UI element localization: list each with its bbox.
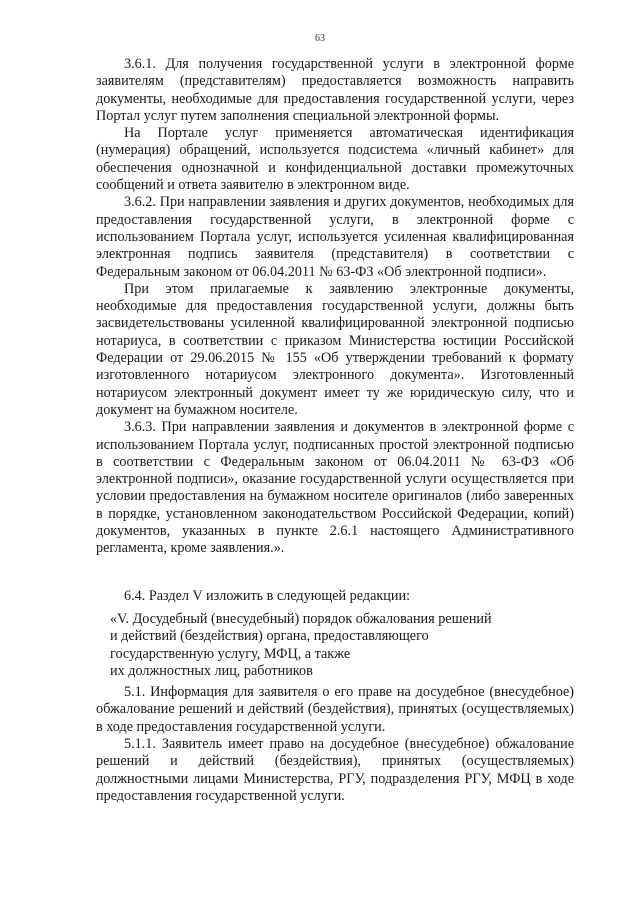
amendment-intro: 6.4. Раздел V изложить в следующей редакции:: [124, 587, 411, 604]
paragraph-5-1: 5.1. Информация для заявителя о его праве на досудебное (внесудебное) обжалование решений и действий (бездействия), принятых (осуществляемых) в ходе предоставления государственной услуги.: [96, 684, 574, 735]
heading-line: и действий (бездействия) органа, предоставляющего: [110, 628, 429, 645]
page-number: 63: [315, 33, 325, 44]
paragraph-5-1-1: 5.1.1. Заявитель имеет право на досудебное (внесудебное) обжалование решений и действий (бездействия), принятых (осуществляемых) должностными лицами Министерства, РГУ, подразделения РГУ, МФЦ в ходе предоставления государственной услуги.: [96, 735, 574, 804]
heading-line: их должностных лиц, работников: [110, 662, 313, 679]
paragraph-notary-signature: При этом прилагаемые к заявлению электронные документы, необходимые для предоставления государственной услуги, должны быть засвидетельствованы усиленной квалифицированной электронной подписью нотариуса, в соответствии с приказом Министерства юстиции Российской Федерации от 29.06.2015 № 155 «Об утверждении требований к формату изготовленного нотариусом электронного документа». Изготовленный нотариусом электронный документ имеет ту же юридическую силу, что и документ на бумажном носителе.: [96, 280, 574, 418]
section-v-heading: [110, 611, 574, 680]
heading-line: «V. Досудебный (внесудебный) порядок обжалования решений: [110, 610, 492, 627]
paragraph-portal-identification: На Портале услуг применяется автоматическая идентификация (нумерация) обращений, используется подсистема «личный кабинет» для обеспечения однозначной и конфиденциальной доставки промежуточных сообщений и ответа заявителю в электронном виде.: [96, 125, 574, 194]
paragraph-3-6-3: 3.6.3. При направлении заявления и документов в электронной форме с использованием Портала услуг, подписанных простой электронной подписью в соответствии с Федеральным законом от 06.04.2011 № 63-ФЗ «Об электронной подписи», оказание государственной услуги осуществляется при условии предоставления на бумажном носителе оригиналов (либо заверенных в порядке, установленном законодательством Российской Федерации, копий) документов, указанных в пункте 2.6.1 настоящего Административного регламента, кроме заявления.».: [96, 419, 574, 557]
paragraph-3-6-1: 3.6.1. Для получения государственной услуги в электронной форме заявителям (представителям) предоставляется возможность направить документы, необходимые для предоставления государственной услуги, через Портал услуг путем заполнения специальной электронной формы.: [96, 56, 574, 124]
document-body: [96, 56, 574, 805]
paragraph-3-6-2: 3.6.2. При направлении заявления и других документов, необходимых для предоставления государственной услуги, в электронной форме с использованием Портала услуг, используется усиленная квалифицированная электронная подпись заявителя (представителя) в соответствии с Федеральным законом от 06.04.2011 № 63-ФЗ «Об электронной подписи».: [96, 194, 574, 280]
heading-line: государственную услугу, МФЦ, а также: [110, 645, 351, 662]
